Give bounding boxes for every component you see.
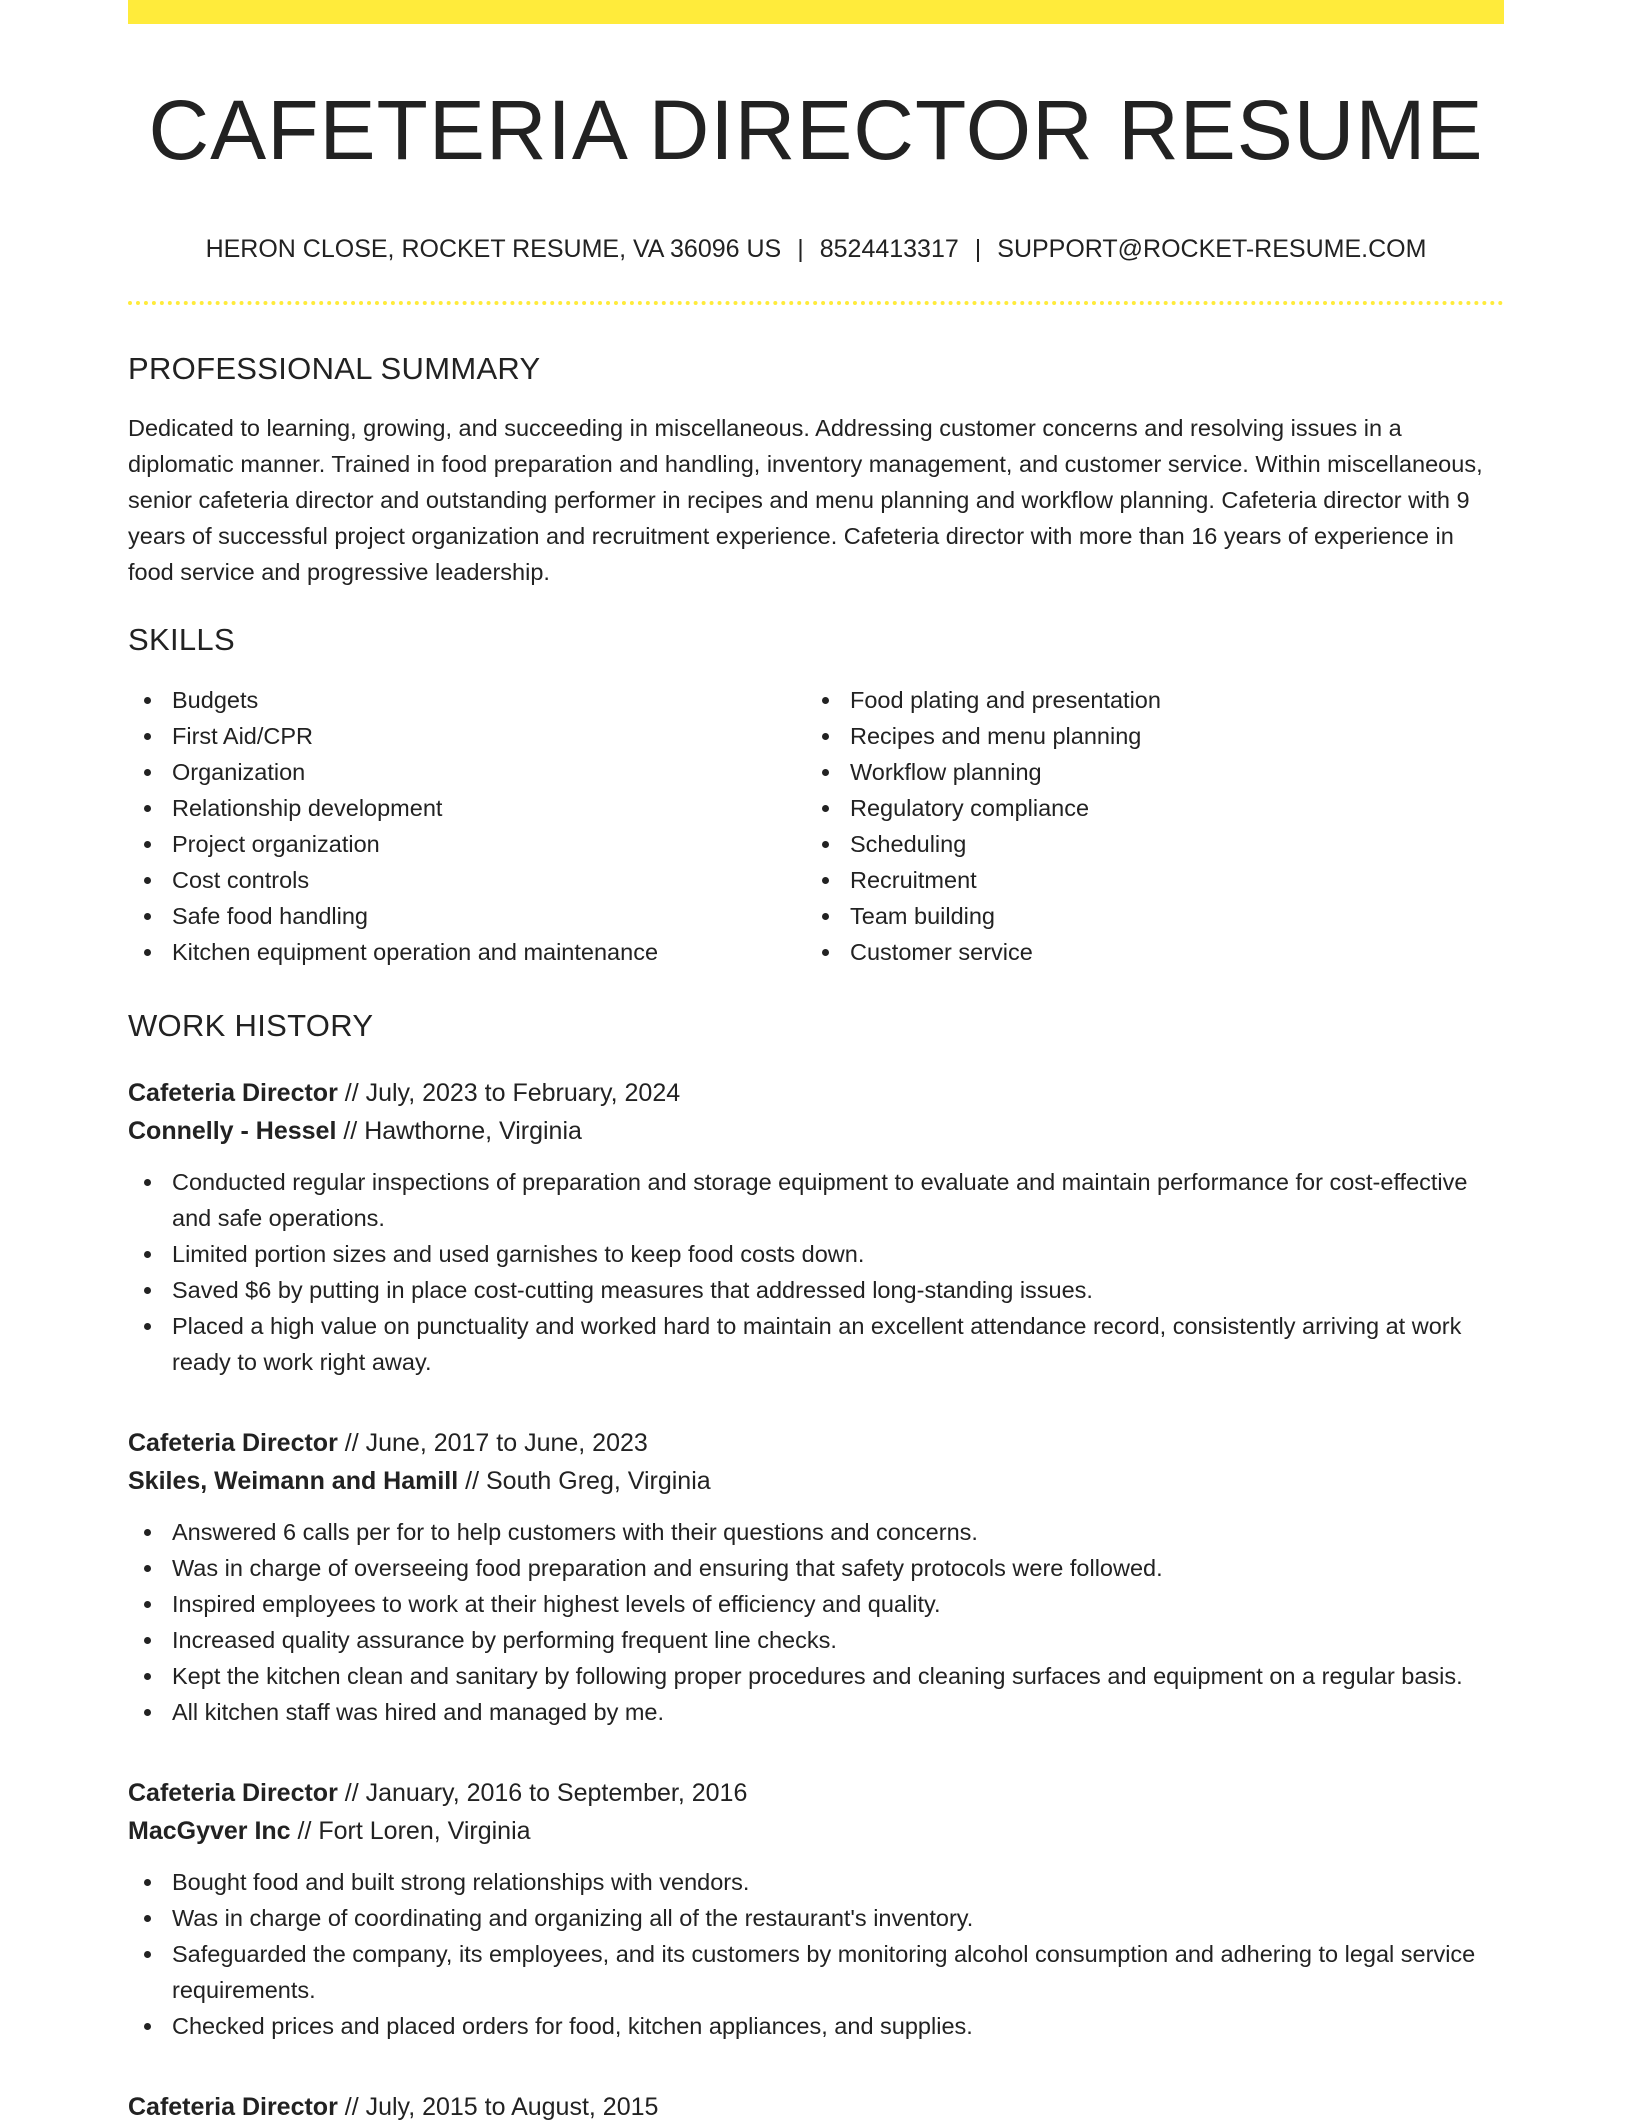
job-company: MacGyver Inc — [128, 1817, 291, 1846]
job-title: Cafeteria Director — [128, 2093, 338, 2122]
job-location: // Fort Loren, Virginia — [297, 1817, 531, 1846]
skills-columns — [128, 682, 1504, 970]
job-duties — [128, 1164, 1504, 1380]
page-title: CAFETERIA DIRECTOR RESUME — [148, 83, 1484, 177]
accent-top-bar — [128, 0, 1504, 24]
skill-item: Workflow planning — [806, 754, 1484, 790]
job-title-line — [128, 1774, 1504, 1812]
job-duty: Saved $6 by putting in place cost-cutting measures that addressed long-standing issues. — [128, 1272, 1504, 1308]
summary-section — [128, 349, 1504, 589]
job-duty: Limited portion sizes and used garnishes to keep food costs down. — [128, 1236, 1504, 1272]
job-dates: // June, 2017 to June, 2023 — [344, 1429, 648, 1458]
job-company: Skiles, Weimann and Hamill — [128, 1467, 459, 1496]
job-company: Connelly - Hessel — [128, 1117, 337, 1146]
work-history-heading: WORK HISTORY — [128, 1007, 374, 1043]
skill-item: Safe food handling — [128, 898, 806, 934]
job-duty: Increased quality assurance by performing frequent line checks. — [128, 1622, 1504, 1658]
skill-item: Scheduling — [806, 826, 1484, 862]
skill-item: Project organization — [128, 826, 806, 862]
skills-heading: SKILLS — [128, 621, 235, 657]
job-duty: Kept the kitchen clean and sanitary by following proper procedures and cleaning surfaces and equipment on a regular basis. — [128, 1658, 1504, 1694]
skill-item: Team building — [806, 898, 1484, 934]
skill-item: Regulatory compliance — [806, 790, 1484, 826]
job-duty: Was in charge of coordinating and organizing all of the restaurant's inventory. — [128, 1900, 1504, 1936]
skill-item: Relationship development — [128, 790, 806, 826]
job-duty: Answered 6 calls per for to help customers with their questions and concerns. — [128, 1514, 1504, 1550]
job-duty: Was in charge of overseeing food preparation and ensuring that safety protocols were followed. — [128, 1550, 1504, 1586]
job-location: // Hawthorne, Virginia — [343, 1117, 582, 1146]
job-title: Cafeteria Director — [128, 1429, 338, 1458]
job-location: // South Greg, Virginia — [465, 1467, 711, 1496]
job-dates: // July, 2023 to February, 2024 — [344, 1079, 681, 1108]
job-company-line — [128, 1112, 1504, 1150]
job-dates: // January, 2016 to September, 2016 — [344, 1779, 748, 1808]
job-company-line — [128, 1812, 1504, 1850]
job-duty: Placed a high value on punctuality and worked hard to maintain an excellent attendance record, consistently arriving at work ready to work right away. — [128, 1308, 1504, 1380]
job-title-line — [128, 1424, 1504, 1462]
job-duty: Safeguarded the company, its employees, and its customers by monitoring alcohol consumption and adhering to legal service requirements. — [128, 1936, 1504, 2008]
skill-item: Budgets — [128, 682, 806, 718]
job-entry — [128, 2088, 1504, 2126]
job-entry — [128, 1774, 1504, 2044]
skill-item: Organization — [128, 754, 806, 790]
job-duties — [128, 1864, 1504, 2044]
skill-item: First Aid/CPR — [128, 718, 806, 754]
job-title: Cafeteria Director — [128, 1079, 338, 1108]
job-title-line — [128, 2088, 1504, 2126]
work-history-section — [128, 1006, 1504, 2126]
job-entry — [128, 1074, 1504, 1380]
skill-item: Recipes and menu planning — [806, 718, 1484, 754]
job-duties — [128, 1514, 1504, 1730]
contact-address: HERON CLOSE, ROCKET RESUME, VA 36096 US — [205, 234, 782, 263]
summary-text: Dedicated to learning, growing, and succeeding in miscellaneous. Addressing customer concerns and resolving issues in a diplomatic manner. Trained in food preparation and handling, inventory management, and customer service. Within miscellaneous, senior cafeteria director and outstanding performer in recipes and menu planning and workflow planning. Cafeteria director with 9 years of successful project organization and recruitment experience. Cafeteria director with more than 16 years of experience in food service and progressive leadership. — [128, 414, 1483, 585]
job-duty: Checked prices and placed orders for food, kitchen appliances, and supplies. — [128, 2008, 1504, 2044]
job-entry — [128, 1424, 1504, 1730]
skills-section — [128, 620, 1504, 970]
contact-phone: 8524413317 — [819, 234, 959, 263]
contact-email: SUPPORT@ROCKET-RESUME.COM — [997, 234, 1427, 263]
skills-list-left — [128, 682, 806, 970]
resume-page — [128, 0, 1504, 2126]
job-title-line — [128, 1074, 1504, 1112]
skill-item: Kitchen equipment operation and maintenance — [128, 934, 806, 970]
job-company-line — [128, 1462, 1504, 1500]
contact-separator: | — [797, 234, 804, 263]
job-duty: Inspired employees to work at their highest levels of efficiency and quality. — [128, 1586, 1504, 1622]
job-duty: All kitchen staff was hired and managed by me. — [128, 1694, 1504, 1730]
skill-item: Food plating and presentation — [806, 682, 1484, 718]
skills-list-right — [806, 682, 1484, 970]
dotted-divider — [128, 301, 1504, 305]
skill-item: Recruitment — [806, 862, 1484, 898]
job-title: Cafeteria Director — [128, 1779, 338, 1808]
contact-separator: | — [974, 234, 982, 263]
skill-item: Customer service — [806, 934, 1484, 970]
job-duty: Bought food and built strong relationships with vendors. — [128, 1864, 1504, 1900]
skill-item: Cost controls — [128, 862, 806, 898]
job-dates: // July, 2015 to August, 2015 — [344, 2093, 659, 2122]
job-duty: Conducted regular inspections of preparation and storage equipment to evaluate and maintain performance for cost-effective and safe operations. — [128, 1164, 1504, 1236]
contact-line — [128, 233, 1504, 266]
summary-heading: PROFESSIONAL SUMMARY — [128, 351, 541, 387]
